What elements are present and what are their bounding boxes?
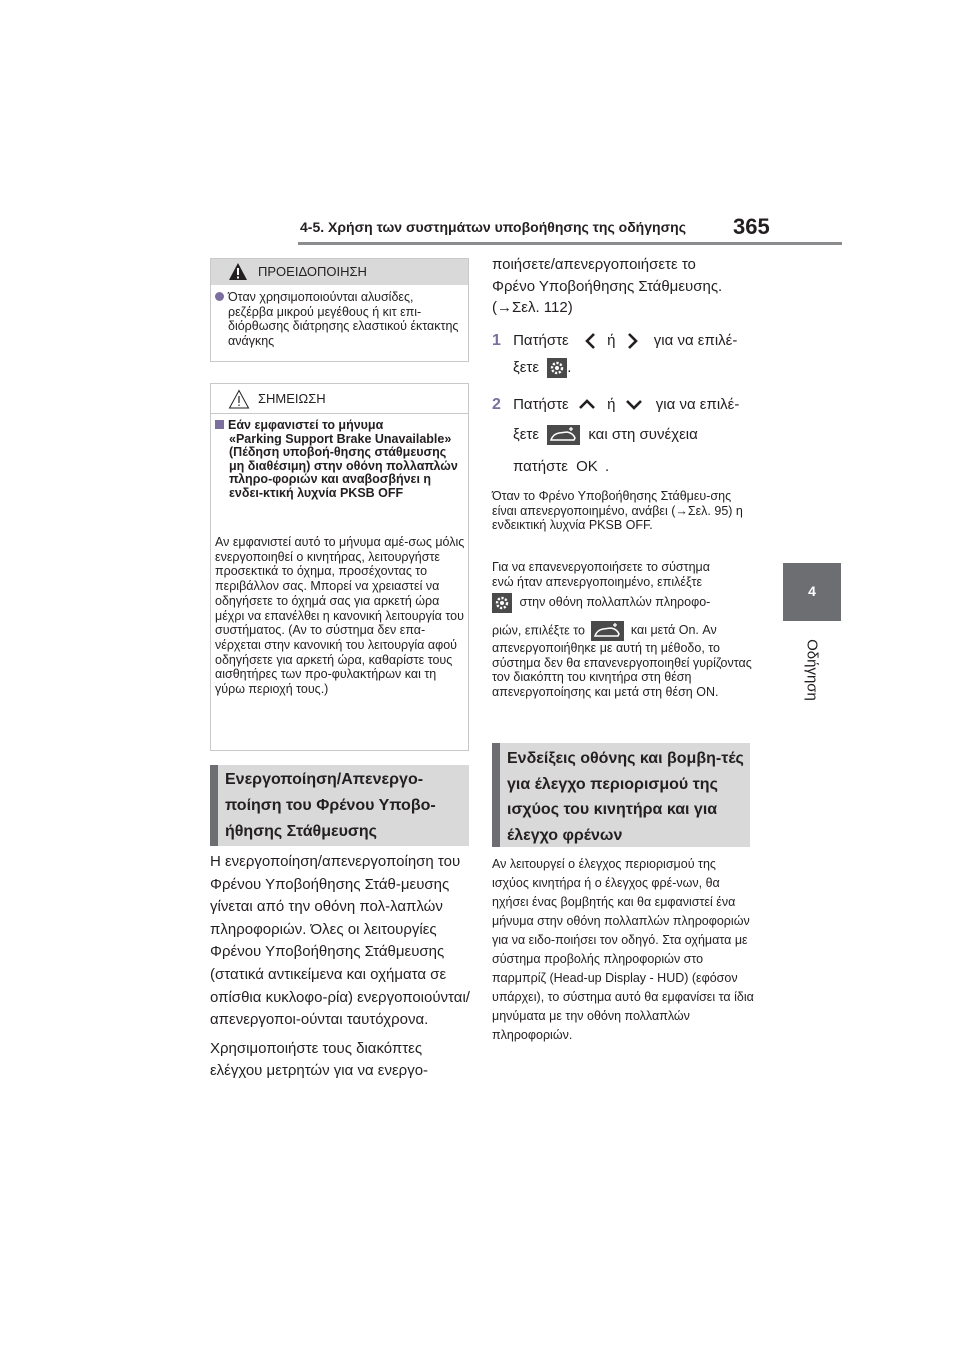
caution-triangle-icon <box>228 389 250 409</box>
right-cont-line: ποιήσετε/απενεργοποιήσετε το <box>492 256 696 273</box>
reactivate-line-with-icon <box>492 593 754 613</box>
or-text: ή <box>607 332 616 349</box>
warning-rest: ρεζέρβα μικρού μεγέθους ή κιτ επι-διόρθωσης διάτρησης ελαστικού έκτακτης ανάγκης <box>228 304 459 348</box>
reactivate-text: στην οθόνη πολλαπλών πληροφο- <box>519 595 711 610</box>
bullet-dot-icon <box>215 292 224 301</box>
section-heading-display-buzzers: Ενδείξεις οθόνης και βομβη-τές για έλεγχο περιορισμού της ισχύος του κινητήρα και για έλεγχο φρένων <box>492 743 750 847</box>
parking-support-brake-icon <box>547 425 580 445</box>
settings-gear-icon <box>492 593 512 613</box>
chapter-side-label <box>776 630 848 710</box>
reactivate-rest: απενεργοποιήθηκε με αυτή τη μέθοδο, το σύστημα δεν θα επανενεργοποιηθεί γυρίζοντας τον διακόπτη του κινητήρα στη θέση απενεργοποίησης και μετά στη θέση ON. <box>492 641 752 700</box>
section-body-left <box>210 851 472 1089</box>
step-2-cont <box>513 424 775 446</box>
header-divider <box>298 242 842 245</box>
note-sub-line1: Εάν εμφανιστεί το μήνυμα <box>228 418 384 432</box>
note-header <box>211 384 468 414</box>
body-paragraph: Χρησιμοποιήστε τους διακόπτες ελέγχου μετρητών για να ενεργο- <box>210 1039 429 1080</box>
step-2-cont2 <box>513 456 775 478</box>
body-paragraph: Η ενεργοποίηση/απενεργοποίηση του Φρένου Υποβοήθησης Στάθ-μευσης γίνεται από την οθόνη πολ-λαπλών πληροφοριών. Όλες οι λειτουργίες Φρένου Υποβοήθησης Στάθμευσης (στατικά αντικείμενα και οχήματα σε οπίσθια κυκλοφο-ρία) ενεργοποιούνται/απενεργοποι-ούνται ταυτόχρονα. <box>210 853 470 1029</box>
warning-line1: Όταν χρησιμοποιούνται αλυσίδες, <box>228 290 414 304</box>
step-text: και στη συνέχεια <box>588 426 698 443</box>
chevron-left-icon <box>583 331 599 351</box>
note-sub-rest: «Parking Support Brake Unavailable» (Πέδηση υποβοή-θησης στάθμευσης μη διαθέσιμη) στην οθόνη πολλαπλών πληρο-φοριών και αναβοσβήνει η ενδει-κτική λυχνία PKSB OFF <box>229 431 458 500</box>
step-2 <box>492 394 754 416</box>
warning-header <box>211 259 468 285</box>
note-text: Αν εμφανιστεί αυτό το μήνυμα αμέ-σως μόλις ενεργοποιηθεί ο κινητήρας, λειτουργήστε προσεκτικά το όχημα, προσέχοντας το περιβάλλον σας. Μπορεί να χρειαστεί να οδηγήσετε το όχημά σας για αρκετή ώρα μέχρι να επανέλθει η κανονική λειτουργία του συστήματος. (Αν το σύστημα δεν επα-νέρχεται στην κανονική του λειτουργία αφού οδηγήσετε για αρκετή ώρα, καθαρίστε τους αισθητήρες των προ-φυλακτήρων και τη γύρω περιοχή τους.) <box>215 535 465 697</box>
chapter-tab: 4 <box>783 563 841 621</box>
reactivate-line-with-icon <box>492 621 754 641</box>
chevron-up-icon <box>577 397 597 413</box>
reactivate-text: και μετά On. Αν <box>630 623 717 638</box>
reactivate-line: ενώ ήταν απενεργοποιημένο, επιλέξτε <box>492 575 703 589</box>
bullet-square-icon <box>215 420 224 429</box>
right-cont-line: Φρένο Υποβοήθησης Στάθμευσης. <box>492 278 723 295</box>
section-heading-parking-brake: Ενεργοποίηση/Απενεργο-ποίηση του Φρένου Υποβο-ήθησης Στάθμευσης <box>210 765 469 846</box>
running-header-title: 4-5. Χρήση των συστημάτων υποβοήθησης της οδήγησης <box>300 219 686 235</box>
step-text: Πατήστε <box>513 332 569 349</box>
step-text: Πατήστε <box>513 396 569 413</box>
pksb-off-text: Όταν το Φρένο Υποβοήθησης Στάθμευ-σης είναι απενεργοποιημένο, ανάβει (→Σελ. 95) η ενδεικτική λυχνία PKSB OFF. <box>492 489 743 533</box>
step-number: 1 <box>492 332 501 349</box>
step-text: για να επιλέ- <box>653 332 738 349</box>
note-title: ΣΗΜΕΙΩΣΗ <box>258 391 326 406</box>
section-body-right: Αν λειτουργεί ο έλεγχος περιορισμού της ισχύος κινητήρα ή ο έλεγχος φρέ-νων, θα ηχήσει ένας βομβητής και θα εμφανιστεί ένα μήνυμα στην οθόνη πολλαπλών πληροφοριών για να ειδο-ποιήσει τον οδηγό. Στα οχήματα με σύστημα προβολής πληροφοριών στο παρμπρίζ (Head-up Display - HUD) (εφόσον υπάρχει), το σύστημα αυτό θα εμφανίσει τα ίδια μηνύματα με την οθόνη πολλαπλών πληροφοριών. <box>492 857 754 1042</box>
chapter-label-text: Οδήγηση <box>803 639 821 701</box>
warning-title: ΠΡΟΕΙΔΟΠΟΙΗΣΗ <box>258 264 367 279</box>
step-1-cont <box>513 357 775 379</box>
reactivate-text: ριών, επιλέξτε το <box>492 623 585 638</box>
step-period: . <box>604 458 610 475</box>
ok-button-label: OK <box>576 458 598 475</box>
warning-triangle-icon <box>228 262 248 281</box>
page-number: 365 <box>733 214 770 239</box>
step-period: . <box>567 359 572 376</box>
settings-gear-icon <box>547 358 567 378</box>
step-text: για να επιλέ- <box>655 396 740 413</box>
or-text: ή <box>607 396 616 413</box>
parking-support-brake-icon <box>591 621 624 641</box>
chevron-down-icon <box>624 397 644 413</box>
step-text: ξετε <box>513 359 540 376</box>
chevron-right-icon <box>624 331 640 351</box>
reactivate-line: Για να επανενεργοποιήσετε το σύστημα <box>492 560 710 574</box>
step-number: 2 <box>492 396 501 413</box>
step-text: πατήστε <box>513 458 568 475</box>
note-subheading <box>215 419 463 500</box>
page-reference: (→Σελ. 112) <box>492 299 573 316</box>
warning-body <box>215 290 465 348</box>
step-text: ξετε <box>513 426 540 443</box>
step-1 <box>492 330 754 352</box>
